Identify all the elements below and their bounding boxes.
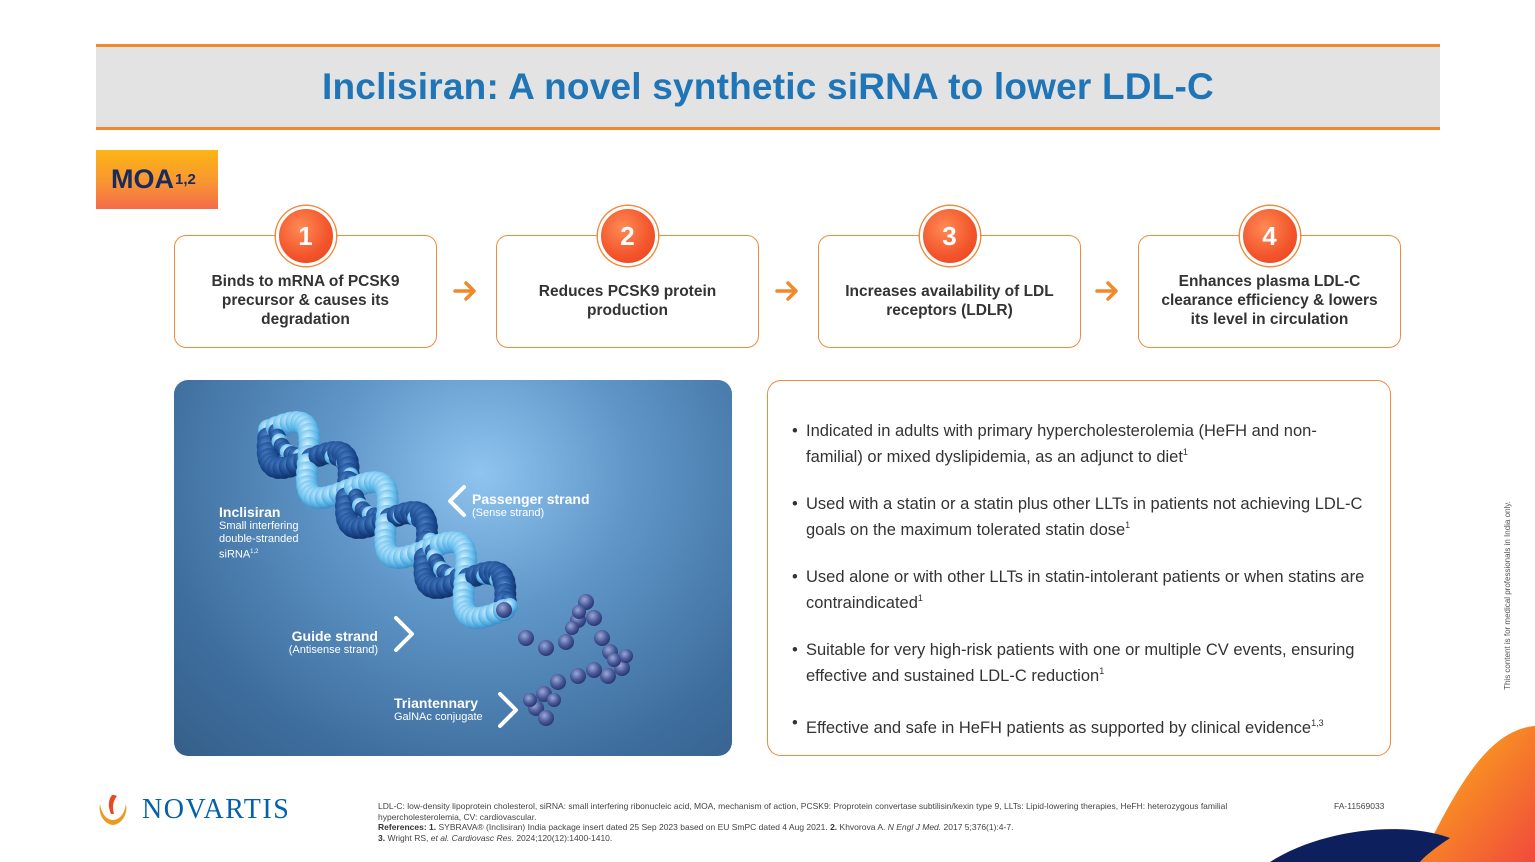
indications-box (767, 380, 1391, 756)
bullet-ref: 1 (1182, 447, 1188, 457)
moa-tag (96, 150, 218, 209)
novartis-wordmark: NOVARTIS (142, 794, 291, 825)
triantennary-sub: GalNAc conjugate (394, 711, 483, 723)
step-card-3 (818, 220, 1081, 348)
inclisiran-sub-3: siRNA (219, 548, 251, 561)
step-card-1 (174, 220, 437, 348)
step-number-3: 3 (920, 206, 980, 266)
bullet-text: Used with a statin or a statin plus other LLTs in patients not achieving LDL-C goals on the maximum tolerated statin dose (806, 495, 1363, 539)
document-code: FA-11569033 (1334, 801, 1385, 811)
guide-strand-label (284, 628, 378, 657)
moa-refs: 1,2 (175, 171, 196, 188)
bullet-text: Effective and safe in HeFH patients as supported by clinical evidence (806, 719, 1312, 737)
page-title: Inclisiran: A novel synthetic siRNA to lower LDL-C (322, 66, 1214, 107)
decorative-corner-shape (1260, 720, 1535, 862)
inclisiran-sub-1: Small interfering (219, 520, 299, 532)
bullet-item: • Indicated in adults with primary hypercholesterolemia (HeFH and non-familial) or mixed dyslipidemia, as an adjunct to diet$^1$ (792, 422, 1317, 466)
bullet-ref: 1,3 (1311, 718, 1324, 728)
bullet-text: Suitable for very high-risk patients with one or multiple CV events, ensuring effective and sustained LDL-C reduction (806, 641, 1355, 685)
references-line-1: References: 1. SYBRAVA® (Inclisiran) India package insert dated 25 Sep 2023 based on EU SmPC dated 4 Aug 2021. 2. Khvorova A. N Engl J Med. 2017 5;376(1):4-7. (378, 822, 1014, 832)
inclisiran-title: Inclisiran (219, 504, 281, 520)
bullet-item: • Used alone or with other LLTs in statin-intolerant patients or when statins are contraindicated$^1$ (792, 568, 1365, 612)
inclisiran-label (219, 504, 299, 562)
passenger-title: Passenger strand (472, 491, 590, 507)
novartis-logo (96, 790, 311, 830)
guide-sub: (Antisense strand) (288, 644, 378, 656)
bullet-text: Indicated in adults with primary hypercholesterolemia (HeFH and non-familial) or mixed dyslipidemia, as an adjunct to diet (806, 422, 1317, 466)
bullet-item: • Used with a statin or a statin plus other LLTs in patients not achieving LDL-C goals on the maximum tolerated statin dose$^1$ (792, 495, 1363, 539)
bullet-ref: 1 (1125, 520, 1131, 530)
inclisiran-ref: 1,2 (250, 549, 259, 555)
passenger-sub: (Sense strand) (472, 507, 545, 519)
step-card-4 (1138, 220, 1401, 348)
step-text-4: Enhances plasma LDL-C clearance efficiency & lowers its level in circulation (1161, 273, 1378, 328)
arrow-right-icon (775, 280, 801, 302)
abbreviations: LDL-C: low-density lipoprotein cholesterol, siRNA: small interfering ribonucleic acid, MOA, mechanism of action, PCSK9: Proprotein convertase subtilisin/kexin type 9, LLTs: Lipid-lowering therapies, HeFH: heterozygous familial hypercholesterolemia, CV: cardiovascular. (378, 801, 1228, 822)
triantennary-title: Triantennary (394, 695, 479, 711)
bullet-text: Used alone or with other LLTs in statin-intolerant patients or when statins are contraindicated (806, 568, 1365, 612)
step-number-2: 2 (598, 206, 658, 266)
references-line-2: 3. Wright RS, et al. Cardiovasc Res. 2024;120(12):1400-1410. (378, 832, 613, 843)
passenger-strand-label (472, 491, 590, 520)
step-card-2 (496, 220, 759, 348)
bullet-ref: 1 (917, 593, 923, 603)
bullet-item: • Effective and safe in HeFH patients as supported by clinical evidence$^{1,3}$ (792, 714, 1324, 737)
step-text-3: Increases availability of LDL receptors (LDLR) (845, 282, 1054, 319)
novartis-flame-icon (96, 792, 130, 828)
step-text-2: Reduces PCSK9 protein production (538, 282, 717, 319)
triantennary-label (394, 695, 483, 724)
bullet-item: • Suitable for very high-risk patients with one or multiple CV events, ensuring effective and sustained LDL-C reduction$^1$ (792, 641, 1355, 685)
arrow-right-icon (453, 280, 479, 302)
footnotes (378, 801, 1258, 843)
step-number-4: 4 (1240, 206, 1300, 266)
moa-label: MOA (111, 164, 174, 194)
guide-title: Guide strand (291, 628, 378, 644)
bullet-ref: 1 (1099, 666, 1105, 676)
title-bar (96, 44, 1440, 130)
inclisiran-sub-2: double-stranded (219, 533, 299, 545)
disclaimer-vertical (1500, 480, 1514, 710)
step-text-1: Binds to mRNA of PCSK9 precursor & causes its degradation (211, 273, 400, 328)
disclaimer-text: This content is for medical professionals in India only. (1502, 500, 1512, 690)
sirna-illustration (174, 380, 732, 756)
step-number-1: 1 (276, 206, 336, 266)
arrow-right-icon (1095, 280, 1121, 302)
